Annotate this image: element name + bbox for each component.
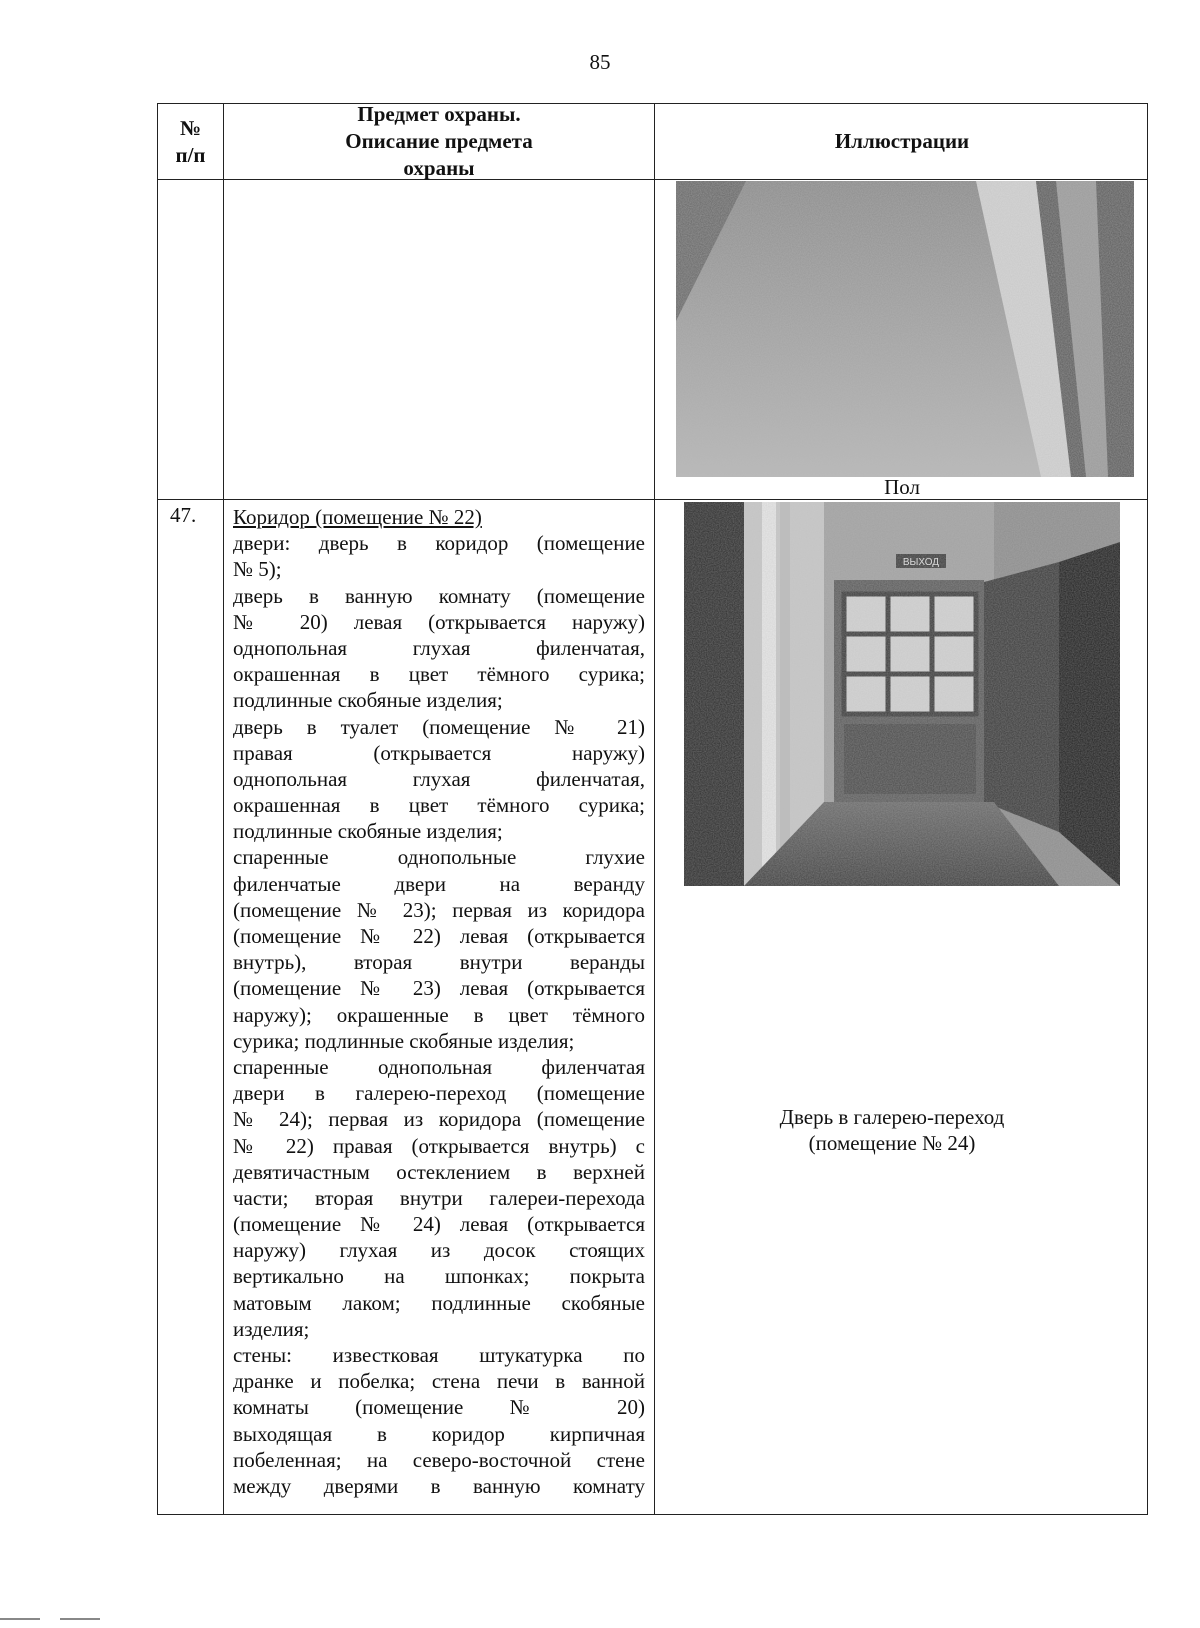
description-line: (помещение № 22) левая (открывается — [233, 924, 645, 948]
description-line: дверь в ванную комнату (помещение — [233, 583, 645, 608]
description-line: № 20) левая (открывается наружу) — [233, 609, 645, 634]
description-line: изделия; — [233, 1316, 310, 1341]
description-line: (помещение № 24) левая (открывается — [233, 1212, 645, 1237]
description-line: подлинные скобяные изделия; — [233, 688, 503, 713]
description-line: однопольная глухая филенчатая, — [233, 766, 645, 791]
description-line: дверь в туалет (помещение № 21) — [233, 714, 645, 739]
description-line: окрашенная в цвет тёмного сурика; — [233, 662, 645, 687]
row-number: 47. — [170, 503, 197, 527]
description-line: № 5); — [233, 557, 282, 582]
description-line: (помещение № 23) левая (открывается — [233, 976, 645, 1001]
column-divider — [654, 104, 655, 1514]
floor-photo — [676, 181, 1134, 477]
protection-table — [157, 103, 1148, 1515]
description-line: однопольная глухая филенчатая, — [233, 635, 645, 660]
header-number — [158, 104, 223, 179]
description-line: матовым лаком; подлинные скобяные — [233, 1290, 645, 1315]
description-line: филенчатые двери на веранду — [233, 871, 645, 896]
row-description — [233, 504, 645, 1499]
corridor-door-photo — [684, 502, 1120, 886]
scan-artifact — [0, 1618, 40, 1620]
description-line: двери: дверь в коридор (помещение — [233, 531, 645, 556]
description-line: окрашенная в цвет тёмного сурика; — [233, 793, 645, 818]
description-line: между дверями в ванную комнату — [233, 1473, 645, 1498]
description-line: части; вторая внутри галереи-перехода — [233, 1185, 645, 1210]
description-line: наружу) глухая из досок стоящих — [233, 1238, 645, 1263]
description-line: спаренные однопольные глухие — [233, 845, 645, 870]
header-illustrations-label: Иллюстрации — [834, 129, 970, 153]
door-photo-caption-text: Дверь в галерею-переход (помещение № 24) — [779, 1105, 1005, 1155]
scan-artifact — [60, 1618, 100, 1620]
description-line: № 24); первая из коридора (помещение — [233, 1107, 645, 1132]
description-line: внутрь), вторая внутри веранды — [233, 950, 645, 975]
header-subject — [224, 104, 654, 179]
description-line: подлинные скобяные изделия; — [233, 819, 503, 844]
description-line: дранке и побелка; стена печи в ванной — [233, 1369, 645, 1394]
description-line: спаренные однопольная филенчатая — [233, 1054, 645, 1079]
header-illustrations — [655, 104, 1149, 179]
header-divider — [158, 179, 1147, 180]
description-line: наружу); окрашенные в цвет тёмного — [233, 1002, 645, 1027]
floor-photo-caption: Пол — [884, 475, 920, 499]
description-line: комнаты (помещение № 20) — [233, 1395, 645, 1420]
description-heading: Коридор (помещение № 22) — [233, 505, 482, 529]
door-photo-caption — [655, 1104, 1129, 1156]
description-line: побеленная; на северо-восточной стене — [233, 1447, 645, 1472]
description-line: девятичастным остеклением в верхней — [233, 1159, 645, 1184]
description-line: № 22) правая (открывается внутрь) с — [233, 1133, 645, 1158]
header-number-label: № п/п — [175, 115, 206, 167]
column-divider — [223, 104, 224, 1514]
description-line: сурика; подлинные скобяные изделия; — [233, 1028, 575, 1053]
description-line: стены: известковая штукатурка по — [233, 1343, 645, 1367]
description-line: двери в галерею-переход (помещение — [233, 1081, 645, 1106]
page-number: 85 — [589, 50, 611, 74]
description-line: (помещение № 23); первая из коридора — [233, 897, 645, 922]
description-line: вертикально на шпонках; покрыта — [233, 1264, 645, 1289]
header-subject-label: Предмет охраны. Описание предмета охраны — [345, 102, 533, 180]
description-line: правая (открывается наружу) — [233, 740, 645, 765]
description-line: выходящая в коридор кирпичная — [233, 1421, 645, 1446]
